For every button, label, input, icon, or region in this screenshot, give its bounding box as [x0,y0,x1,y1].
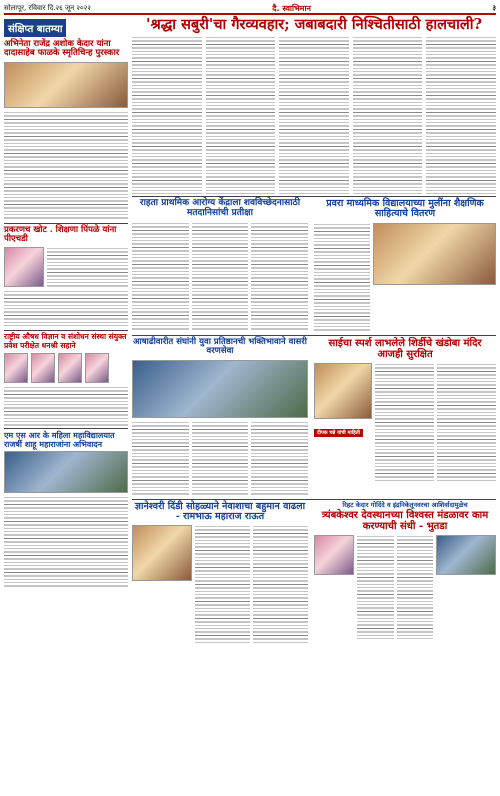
wari-photo [132,360,308,418]
event-photo [4,451,128,493]
left-headline-1: अभिनेता राजेंद्र अशोक केदार यांना दादासाहेब फाळके स्मृतिचिन्ह पुरस्कार [4,39,120,59]
trustee-photo [314,535,354,575]
portrait-photo-4 [58,353,82,383]
lead-headline: 'श्रद्धा सबुरी'चा गैरव्यवहार; जबाबदारी निश्चितीसाठी हालचाली? [146,16,482,33]
left-article-2-body [47,247,128,287]
bottom-right-kicker: रिहट केदार गोदिंदे व इंद्रनिकेतूनवरचा आशिर्वादामुळेच [342,500,468,509]
dindi-photo [132,525,192,581]
info-pill: दीपक चन्ने यांची माहिती [314,429,363,437]
left-headline-2: प्रकरणच खोट . शिक्षणा पिंपळे यांना पीएचडी [4,224,117,245]
bottom-left-headline: ज्ञानेश्वरी दिंडी सोहळ्याने नेवाशाचा बहुमान वाढला - रामभाऊ महाराज राऊत [134,500,306,522]
page-header [4,3,496,15]
temple-photo [314,363,372,419]
portrait-photo-3 [31,353,55,383]
left-column [4,17,128,792]
left-headline-4: एम एस आर के महिला महाविद्यालयात राजर्षी शाहू महाराजांना अभिवादन [4,429,115,449]
header-date: सोलापूर, रविवार दि.२६ जून २०२२ [4,3,91,12]
temple-board-photo [436,535,496,575]
main-area [132,17,496,792]
header-page-number: ३ [492,3,496,12]
portrait-photo-2 [4,353,28,383]
portrait-photo-1 [4,247,44,287]
header-publication: दै. स्वाभिमान [272,3,311,13]
mid-left-headline: राहता प्राथमिक आरोग्य केंद्राला शवविच्छेदनासाठी मतदानिसांची प्रतीक्षा [139,197,301,218]
left-article-1-body [4,111,128,221]
left-headline-3: राष्ट्रीय औषध विज्ञान व संशोधन संस्था संयुक्त प्रवेश परीक्षेत धनश्री सहाने [4,332,127,350]
distribution-photo [373,223,496,285]
award-photo [4,62,128,108]
sub-left-headline: आषाढीवारीत संघांनी युवा प्रतिष्ठानची भक्तिभावाने वासरी वरणसेवा [133,336,307,357]
mid-right-headline: प्रवरा माध्यमिक विद्यालयाच्या मुलींना शैक्षणिक साहित्याचे वितरण [326,197,484,220]
bottom-right-headline: त्र्यंबकेश्वर देवस्थानच्या विश्वस्त मंडळावर काम करण्याची संधी - भुतडा [321,509,489,532]
portrait-photo-5 [85,353,109,383]
section-banner: संक्षिप्त बातम्या [4,19,66,37]
sub-right-headline: साईचा स्पर्श लाभलेले शिर्डीचे खंडोबा मंदिर आजही सुरक्षित [328,337,482,360]
